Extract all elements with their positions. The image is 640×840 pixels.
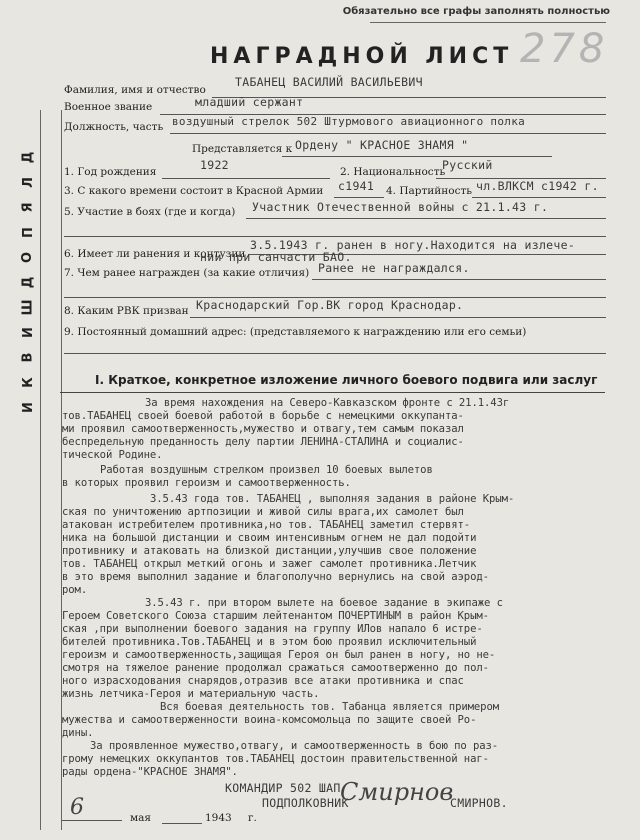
party-label: 4. Партийность	[386, 185, 473, 197]
commander-rank: ПОДПОЛКОВНИК	[262, 796, 349, 810]
army-underline	[334, 197, 384, 198]
body-line: Работая воздушным стрелком произвел 10 боевых вылетов	[100, 464, 433, 476]
position-label: Должность, часть	[64, 121, 164, 133]
awards-label: 7. Чем ранее награжден (за какие отличия)	[64, 267, 310, 279]
presented-underline	[282, 156, 552, 157]
side-text	[18, 150, 38, 415]
handwritten-number: 278	[520, 26, 609, 72]
body-line: грому немецких оккупантов тов.ТАБАНЕЦ достоин правительственной наг-	[62, 753, 489, 765]
presented-label: Представляется к	[192, 143, 293, 155]
birth-label: 1. Год рождения	[64, 166, 157, 178]
position-underline	[170, 133, 606, 134]
date-day: 6	[70, 795, 84, 820]
body-line: ника на большой дистанции и своим интенсивным огнем не дал подойти	[62, 532, 477, 544]
birth-underline	[162, 178, 330, 179]
side-letter: И	[20, 327, 36, 338]
body-line: За проявленное мужество,отвагу, и самоотверженность в бою по раз-	[90, 740, 499, 752]
body-line: ром.	[62, 584, 88, 596]
rank-label: Военное звание	[64, 101, 153, 113]
body-line: жизнь летчика-Героя и материальную часть.	[62, 688, 320, 700]
body-line: ская ,при выполнении боевого задания на группу ИЛов напало 6 истре-	[62, 623, 483, 635]
birth-value: 1922	[200, 158, 229, 172]
body-line: героизм и самоотверженность,защищая Героя он был ранен в ногу, но не-	[62, 649, 496, 661]
document-title: НАГРАДНОЙ ЛИСТ	[210, 44, 514, 69]
body-line: мужества и самоотверженности воина-комсомольца по защите своей Ро-	[62, 714, 477, 726]
battles-label: 5. Участие в боях (где и когда)	[64, 206, 236, 218]
presented-value: Ордену " КРАСНОЕ ЗНАМЯ "	[295, 138, 469, 152]
rvk-underline	[190, 317, 606, 318]
wounds-value-2: нии при санчасти БАО.	[200, 250, 352, 264]
body-line: бителей противника.Тов.ТАБАНЕЦ и в этом бою проявил исключительный	[62, 636, 477, 648]
body-line: смотря на тяжелое ранение продолжал сражаться самоотверженно до пол-	[62, 662, 489, 674]
name-value: ТАБАНЕЦ ВАСИЛИЙ ВАСИЛЬЕВИЧ	[235, 75, 423, 89]
date-year: 1943	[205, 812, 232, 824]
date-month-underline	[162, 823, 202, 824]
body-line: противнику и атаковать на близкой дистанции,улучшив свое положение	[62, 545, 477, 557]
battles-underline-1	[246, 218, 606, 219]
battles-underline-2	[64, 236, 606, 237]
body-line: тической Родине.	[62, 449, 163, 461]
date-day-underline	[62, 820, 122, 821]
commander-surname: СМИРНОВ.	[450, 796, 508, 810]
wounds-value-1: 3.5.1943 г. ранен в ногу.Находится на излече-	[250, 238, 576, 252]
name-label: Фамилия, имя и отчество	[64, 84, 206, 96]
section-title: I. Краткое, конкретное изложение личного боевого подвига или заслуг	[95, 373, 598, 387]
side-letter: О	[20, 251, 36, 264]
side-letter: Ш	[20, 299, 36, 316]
body-line: тов.ТАБАНЕЦ своей боевой работой в борьбе с немецкими оккупанта-	[62, 410, 464, 422]
party-underline	[472, 197, 606, 198]
body-line: За время нахождения на Северо-Кавказском фронте с 21.1.43г	[145, 397, 510, 409]
side-letter: Л	[20, 177, 36, 188]
body-line: дины.	[62, 727, 94, 739]
side-letter: Я	[20, 202, 36, 213]
body-line: Вся боевая деятельность тов. Табанца является примером	[160, 701, 500, 713]
side-letter: Д	[20, 151, 36, 164]
body-line: беспредельную преданность делу партии ЛЕНИНА-СТАЛИНА и социалис-	[62, 436, 464, 448]
awards-underline	[312, 279, 606, 280]
body-line: 3.5.43 года тов. ТАБАНЕЦ , выполняя задания в районе Крым-	[150, 493, 515, 505]
body-line: тов. ТАБАНЕЦ открыл меткий огонь и зажег самолет противника.Летчик	[62, 558, 477, 570]
header-note: Обязательно все графы заполнять полностью	[342, 6, 610, 17]
wounds-label: 6. Имеет ли ранения и контузии	[64, 248, 246, 260]
header-rule	[370, 22, 606, 23]
body-line: в которых проявил героизм и самоотверженность.	[62, 477, 351, 489]
section-rule	[60, 392, 605, 393]
rvk-value: Краснодарский Гор.ВК город Краснодар.	[196, 298, 464, 312]
army-label: 3. С какого времени состоит в Красной Армии	[64, 185, 324, 197]
side-letter: В	[20, 352, 36, 363]
body-line: ного израсходования снарядов,отразив все атаки противника и спас	[62, 675, 464, 687]
awards-value: Ранее не награждался.	[318, 261, 470, 275]
date-month: мая	[130, 812, 152, 824]
rank-value: младший сержант	[195, 95, 304, 109]
body-line: в это время выполнил задание и благополучно вернулись на свой аэрод-	[62, 571, 489, 583]
address-label: 9. Постоянный домашний адрес: (представляемого к награждению или его семьи)	[64, 326, 527, 338]
side-letter: П	[20, 227, 36, 238]
body-line: ми проявил самоотверженность,мужество и отвагу,тем самым показал	[62, 423, 464, 435]
side-letter: К	[20, 377, 36, 388]
battles-value: Участник Отечественной войны с 21.1.43 г.	[252, 200, 549, 214]
position-value: воздушный стрелок 502 Штурмового авиационного полка	[172, 115, 526, 128]
body-line: атакован истребителем противника,но тов. ТАБАНЕЦ заметил стервят-	[62, 519, 471, 531]
side-letter: И	[20, 402, 36, 413]
side-column	[40, 110, 62, 830]
rvk-label: 8. Каким РВК призван	[64, 305, 189, 317]
nationality-label: 2. Национальность	[340, 166, 446, 178]
body-line: ская по уничтожению артпозиции и живой силы врага,их самолет был	[62, 506, 464, 518]
side-letter: Д	[20, 276, 36, 289]
party-value: чл.ВЛКСМ с1942 г.	[476, 179, 599, 193]
body-line: рады ордена-"КРАСНОЕ ЗНАМЯ".	[62, 766, 238, 778]
date-suffix: г.	[248, 812, 257, 824]
body-line: 3.5.43 г. при втором вылете на боевое задание в экипаже с	[145, 597, 503, 609]
commander-title: КОМАНДИР 502 ШАП	[225, 781, 341, 795]
body-line: Героем Советского Союза старшим лейтенантом ПОЧЕРТИНЫМ в район Крым-	[62, 610, 489, 622]
army-value: с1941	[338, 179, 375, 193]
handwritten-signature: Смирнов	[340, 778, 454, 806]
nationality-value: Русский	[442, 158, 493, 172]
address-underline	[64, 353, 606, 354]
